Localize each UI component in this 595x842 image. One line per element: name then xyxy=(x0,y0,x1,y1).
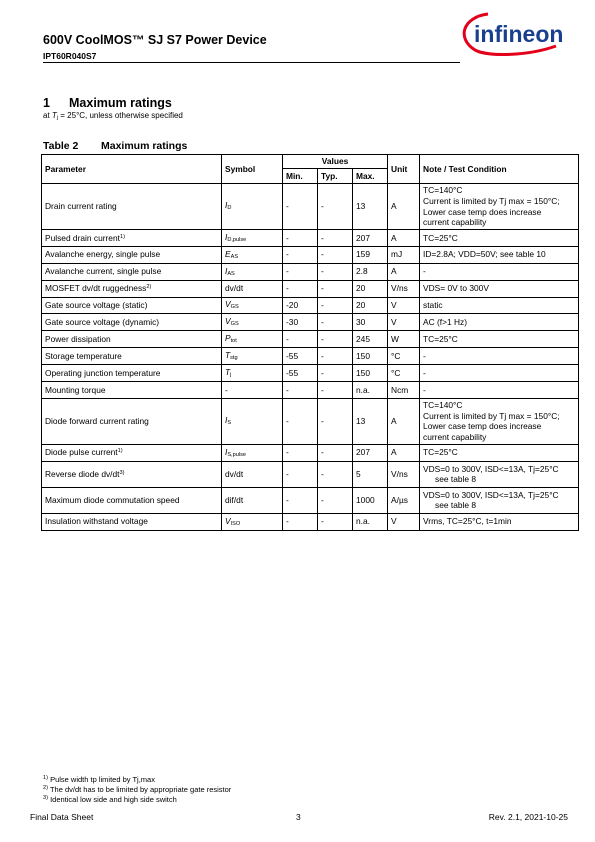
footnote: $^{3)}$ Identical low side and high side switch xyxy=(43,795,177,805)
symbol-cell: ID xyxy=(222,184,283,230)
table-caption xyxy=(43,140,187,152)
typ-cell: - xyxy=(318,230,353,247)
note-cell: TC=140°C Current is limited by Tj max = 150°C; Lower case temp does increase current capability xyxy=(420,398,579,444)
table-row xyxy=(42,487,579,513)
note-cell: AC (f>1 Hz) xyxy=(420,314,579,331)
section-subtitle: at Tj = 25°C, unless otherwise specified xyxy=(43,111,183,121)
note-cell: ID=2.8A; VDD=50V; see table 10 xyxy=(420,246,579,263)
param-cell: Gate source voltage (static) xyxy=(42,297,222,314)
max-cell: 13 xyxy=(353,398,388,444)
param-cell: Pulsed drain current$^{1)}$ xyxy=(42,230,222,247)
table-row xyxy=(42,263,579,280)
min-cell: - xyxy=(283,184,318,230)
max-cell: 150 xyxy=(353,348,388,365)
min-cell: - xyxy=(283,382,318,399)
table-row xyxy=(42,331,579,348)
typ-cell: - xyxy=(318,246,353,263)
table-number: Table 2 xyxy=(43,140,79,152)
min-cell: -55 xyxy=(283,365,318,382)
param-cell: Power dissipation xyxy=(42,331,222,348)
unit-cell: A xyxy=(388,263,420,280)
unit-cell: mJ xyxy=(388,246,420,263)
section-title: Maximum ratings xyxy=(69,96,172,110)
min-cell: -20 xyxy=(283,297,318,314)
section-number: 1 xyxy=(43,96,50,110)
min-cell: - xyxy=(283,331,318,348)
typ-cell: - xyxy=(318,382,353,399)
min-cell: - xyxy=(283,444,318,461)
typ-cell: - xyxy=(318,297,353,314)
unit-cell: V/ns xyxy=(388,461,420,487)
min-cell: - xyxy=(283,487,318,513)
table-row xyxy=(42,246,579,263)
table-row xyxy=(42,461,579,487)
note-cell: - xyxy=(420,365,579,382)
note-cell: - xyxy=(420,348,579,365)
table-row xyxy=(42,444,579,461)
unit-cell: °C xyxy=(388,348,420,365)
maximum-ratings-table xyxy=(41,154,579,531)
typ-cell: - xyxy=(318,263,353,280)
typ-cell: - xyxy=(318,398,353,444)
table-row xyxy=(42,398,579,444)
unit-cell: °C xyxy=(388,365,420,382)
note-cell: TC=25°C xyxy=(420,331,579,348)
min-cell: - xyxy=(283,263,318,280)
param-cell: MOSFET dv/dt ruggedness$^{2)}$ xyxy=(42,280,222,297)
typ-cell: - xyxy=(318,365,353,382)
svg-text:infineon: infineon xyxy=(474,21,564,47)
symbol-cell: IS,pulse xyxy=(222,444,283,461)
footnotes xyxy=(43,774,231,805)
symbol-cell: ID,pulse xyxy=(222,230,283,247)
param-cell: Diode forward current rating xyxy=(42,398,222,444)
max-cell: 30 xyxy=(353,314,388,331)
param-cell: Avalanche current, single pulse xyxy=(42,263,222,280)
unit-cell: A xyxy=(388,184,420,230)
footnote: $^{1)}$ Pulse width tp limited by Tj,max xyxy=(43,775,155,784)
typ-cell: - xyxy=(318,314,353,331)
unit-cell: A xyxy=(388,398,420,444)
max-cell: 2.8 xyxy=(353,263,388,280)
table-row xyxy=(42,297,579,314)
infineon-logo xyxy=(458,8,570,58)
table-row xyxy=(42,513,579,530)
symbol-cell: IAS xyxy=(222,263,283,280)
max-cell: 159 xyxy=(353,246,388,263)
table-row xyxy=(42,365,579,382)
note-cell: TC=25°C xyxy=(420,444,579,461)
document-title: 600V CoolMOS™ SJ S7 Power Device xyxy=(43,33,267,47)
footer-revision: Rev. 2.1, 2021-10-25 xyxy=(488,812,568,822)
footnote: $^{2)}$ The dv/dt has to be limited by appropriate gate resistor xyxy=(43,785,232,795)
note-cell: - xyxy=(420,263,579,280)
table-row xyxy=(42,348,579,365)
max-cell: 207 xyxy=(353,230,388,247)
footer-page-number: 3 xyxy=(296,812,301,822)
max-cell: n.a. xyxy=(353,513,388,530)
table-title: Maximum ratings xyxy=(101,140,188,152)
note-cell: VDS= 0V to 300V xyxy=(420,280,579,297)
unit-cell: W xyxy=(388,331,420,348)
symbol-cell: - xyxy=(222,382,283,399)
symbol-cell: dif/dt xyxy=(222,487,283,513)
symbol-cell: VGS xyxy=(222,297,283,314)
typ-cell: - xyxy=(318,487,353,513)
note-cell: static xyxy=(420,297,579,314)
min-cell: - xyxy=(283,246,318,263)
unit-cell: V xyxy=(388,314,420,331)
typ-cell: - xyxy=(318,461,353,487)
symbol-cell: Tstg xyxy=(222,348,283,365)
header-parameter: Parameter xyxy=(42,155,222,184)
param-cell: Operating junction temperature xyxy=(42,365,222,382)
param-cell: Storage temperature xyxy=(42,348,222,365)
min-cell: - xyxy=(283,398,318,444)
header-unit: Unit xyxy=(388,155,420,184)
param-cell: Maximum diode commutation speed xyxy=(42,487,222,513)
param-cell: Gate source voltage (dynamic) xyxy=(42,314,222,331)
typ-cell: - xyxy=(318,184,353,230)
max-cell: 150 xyxy=(353,365,388,382)
symbol-cell: VGS xyxy=(222,314,283,331)
unit-cell: A/µs xyxy=(388,487,420,513)
symbol-cell: Tj xyxy=(222,365,283,382)
note-cell: VDS=0 to 300V, ISD<=13A, Tj=25°C see table 8 xyxy=(420,461,579,487)
table-row xyxy=(42,184,579,230)
header-min: Min. xyxy=(283,169,318,184)
param-cell: Reverse diode $dv/dt^{3)}$ xyxy=(42,461,222,487)
max-cell: 13 xyxy=(353,184,388,230)
max-cell: 5 xyxy=(353,461,388,487)
typ-cell: - xyxy=(318,513,353,530)
unit-cell: A xyxy=(388,444,420,461)
max-cell: 245 xyxy=(353,331,388,348)
max-cell: 1000 xyxy=(353,487,388,513)
param-cell: Avalanche energy, single pulse xyxy=(42,246,222,263)
unit-cell: V xyxy=(388,513,420,530)
header-divider xyxy=(43,62,460,63)
param-cell: Mounting torque xyxy=(42,382,222,399)
param-cell: Diode pulse current$^{1)}$ xyxy=(42,444,222,461)
min-cell: - xyxy=(283,513,318,530)
footer-doc-type: Final Data Sheet xyxy=(30,812,94,822)
symbol-cell: VISO xyxy=(222,513,283,530)
min-cell: - xyxy=(283,230,318,247)
min-cell: -55 xyxy=(283,348,318,365)
min-cell: -30 xyxy=(283,314,318,331)
symbol-cell: IS xyxy=(222,398,283,444)
header-typ: Typ. xyxy=(318,169,353,184)
part-number: IPT60R040S7 xyxy=(43,51,97,61)
typ-cell: - xyxy=(318,348,353,365)
param-cell: Drain current rating xyxy=(42,184,222,230)
max-cell: 207 xyxy=(353,444,388,461)
header-symbol: Symbol xyxy=(222,155,283,184)
max-cell: n.a. xyxy=(353,382,388,399)
section-heading xyxy=(43,96,172,110)
typ-cell: - xyxy=(318,331,353,348)
header-note: Note / Test Condition xyxy=(420,155,579,184)
unit-cell: V xyxy=(388,297,420,314)
unit-cell: A xyxy=(388,230,420,247)
unit-cell: Ncm xyxy=(388,382,420,399)
symbol-cell: dv/dt xyxy=(222,461,283,487)
symbol-cell: EAS xyxy=(222,246,283,263)
unit-cell: V/ns xyxy=(388,280,420,297)
min-cell: - xyxy=(283,461,318,487)
table-row xyxy=(42,230,579,247)
typ-cell: - xyxy=(318,280,353,297)
note-cell: TC=25°C xyxy=(420,230,579,247)
table-row xyxy=(42,280,579,297)
header-max: Max. xyxy=(353,169,388,184)
note-cell: Vrms, TC=25°C, t=1min xyxy=(420,513,579,530)
symbol-cell: dv/dt xyxy=(222,280,283,297)
min-cell: - xyxy=(283,280,318,297)
header-values: Values xyxy=(283,155,388,169)
note-cell: TC=140°C Current is limited by Tj max = 150°C; Lower case temp does increase current capability xyxy=(420,184,579,230)
param-cell: Insulation withstand voltage xyxy=(42,513,222,530)
max-cell: 20 xyxy=(353,280,388,297)
note-cell: VDS=0 to 300V, ISD<=13A, Tj=25°C see table 8 xyxy=(420,487,579,513)
typ-cell: - xyxy=(318,444,353,461)
note-cell: - xyxy=(420,382,579,399)
table-row xyxy=(42,382,579,399)
symbol-cell: Ptot xyxy=(222,331,283,348)
table-row xyxy=(42,314,579,331)
max-cell: 20 xyxy=(353,297,388,314)
